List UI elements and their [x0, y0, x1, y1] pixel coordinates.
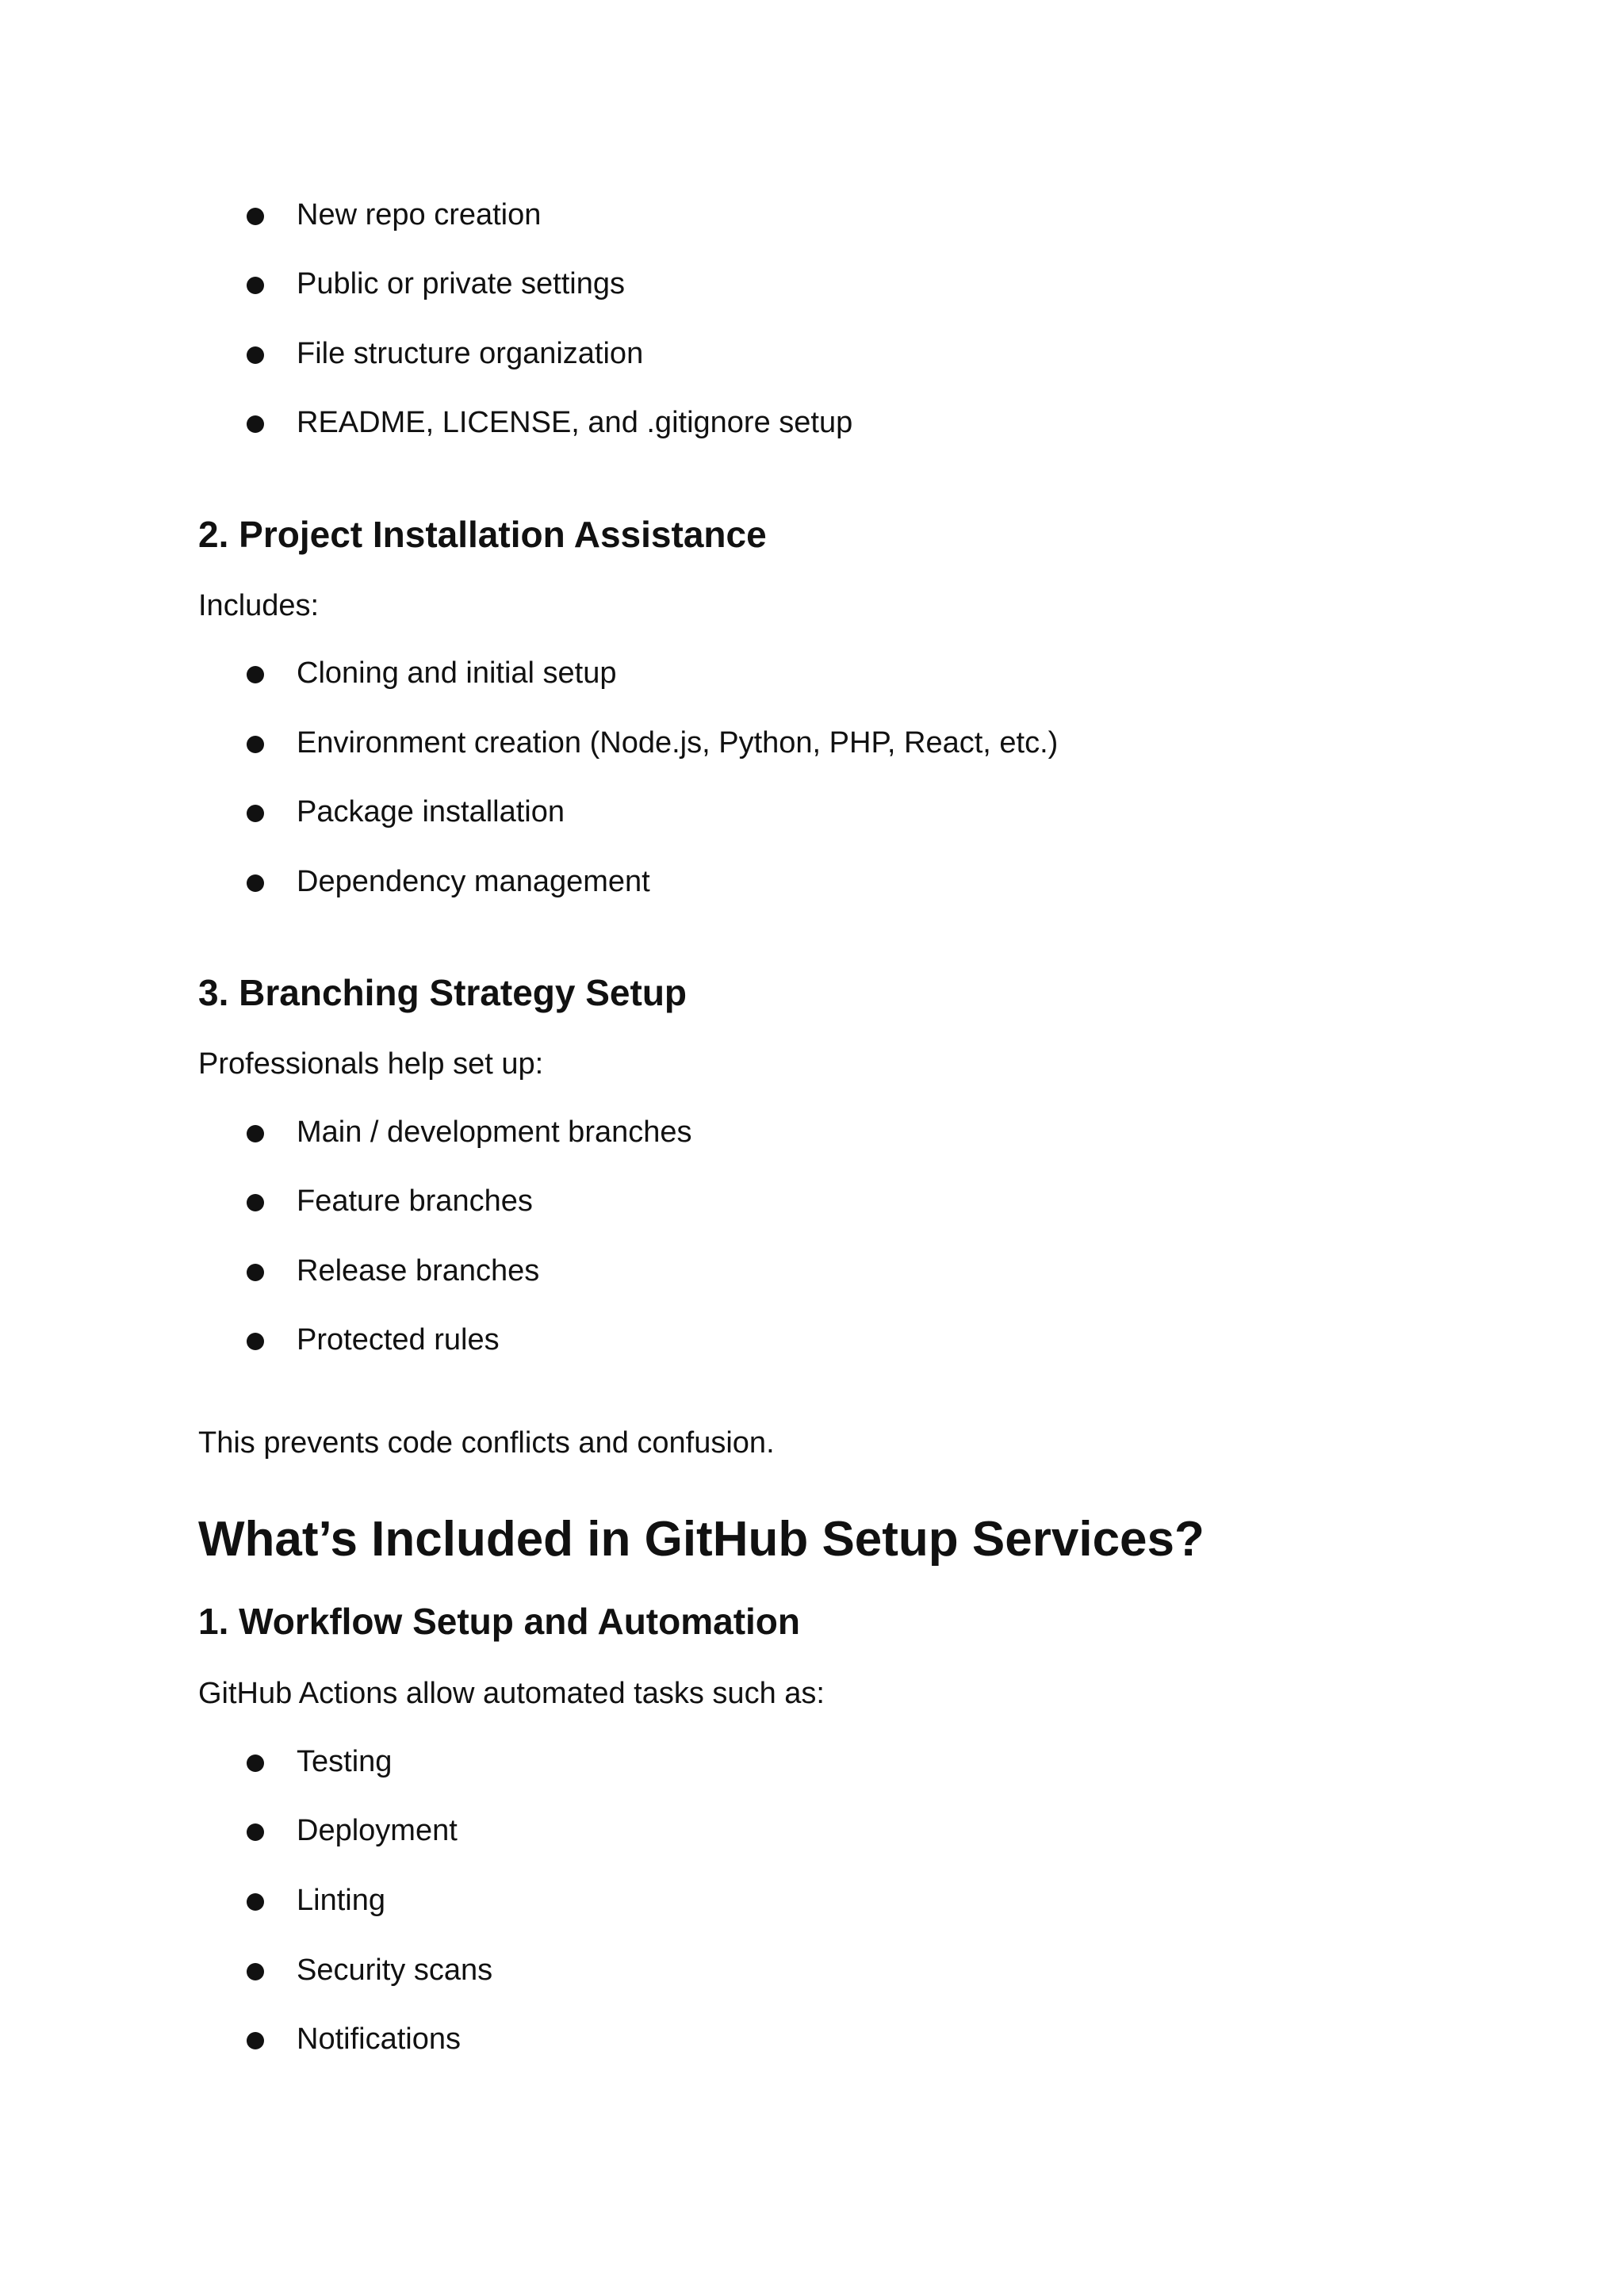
bullet-icon: [247, 1823, 264, 1841]
bullet-icon: [247, 208, 264, 225]
list-item-text: Environment creation (Node.js, Python, PHP, React, etc.): [297, 726, 1059, 760]
bullet-icon: [247, 346, 264, 364]
bullet-icon: [247, 1755, 264, 1772]
bullet-icon: [247, 1963, 264, 1980]
section-note: This prevents code conflicts and confusion.: [198, 1426, 775, 1460]
bullet-icon: [247, 666, 264, 683]
list-item: [0, 408, 1624, 455]
list-item: [0, 200, 1624, 247]
list-item-text: Cloning and initial setup: [297, 656, 617, 690]
bullet-icon: [247, 1125, 264, 1142]
list-item-text: Feature branches: [297, 1184, 533, 1218]
bullet-icon: [247, 277, 264, 294]
bullet-icon: [247, 805, 264, 822]
list-item: [0, 797, 1624, 844]
list-item: [0, 2024, 1624, 2072]
list-item: [0, 1186, 1624, 1234]
bullet-icon: [247, 2032, 264, 2049]
list-item-text: New repo creation: [297, 198, 542, 232]
list-item-text: Security scans: [297, 1954, 493, 1987]
list-item-text: Protected rules: [297, 1323, 500, 1357]
list-item-text: Release branches: [297, 1254, 540, 1288]
list-item-text: Dependency management: [297, 865, 650, 898]
bullet-icon: [247, 1333, 264, 1350]
bullet-icon: [247, 736, 264, 753]
bullet-icon: [247, 1264, 264, 1281]
list-item-text: Package installation: [297, 795, 565, 828]
list-item: [0, 728, 1624, 775]
list-item-text: Testing: [297, 1745, 393, 1778]
bullet-icon: [247, 1194, 264, 1211]
list-item: [0, 1885, 1624, 1933]
list-item-text: Deployment: [297, 1814, 458, 1847]
list-item: [0, 269, 1624, 316]
list-item: [0, 1955, 1624, 2003]
section-intro: GitHub Actions allow automated tasks such as:: [198, 1677, 825, 1710]
section-heading: 2. Project Installation Assistance: [198, 514, 767, 555]
list-item: [0, 339, 1624, 386]
list-item: [0, 867, 1624, 914]
section-heading: 1. Workflow Setup and Automation: [198, 1601, 800, 1642]
list-item-text: Linting: [297, 1884, 385, 1917]
bullet-icon: [247, 1893, 264, 1911]
list-item-text: File structure organization: [297, 337, 644, 370]
list-item: [0, 658, 1624, 706]
list-item: [0, 1816, 1624, 1863]
section-intro: Includes:: [198, 589, 320, 622]
bullet-icon: [247, 874, 264, 892]
section-intro: Professionals help set up:: [198, 1047, 544, 1081]
list-item: [0, 1256, 1624, 1303]
section-heading: 3. Branching Strategy Setup: [198, 972, 688, 1013]
bullet-icon: [247, 415, 264, 433]
list-item-text: README, LICENSE, and .gitignore setup: [297, 406, 853, 439]
list-item-text: Public or private settings: [297, 267, 625, 300]
list-item: [0, 1117, 1624, 1165]
page-title: What’s Included in GitHub Setup Services?: [198, 1512, 1205, 1567]
list-item-text: Main / development branches: [297, 1115, 692, 1149]
list-item: [0, 1747, 1624, 1794]
list-item: [0, 1325, 1624, 1372]
list-item-text: Notifications: [297, 2022, 461, 2056]
